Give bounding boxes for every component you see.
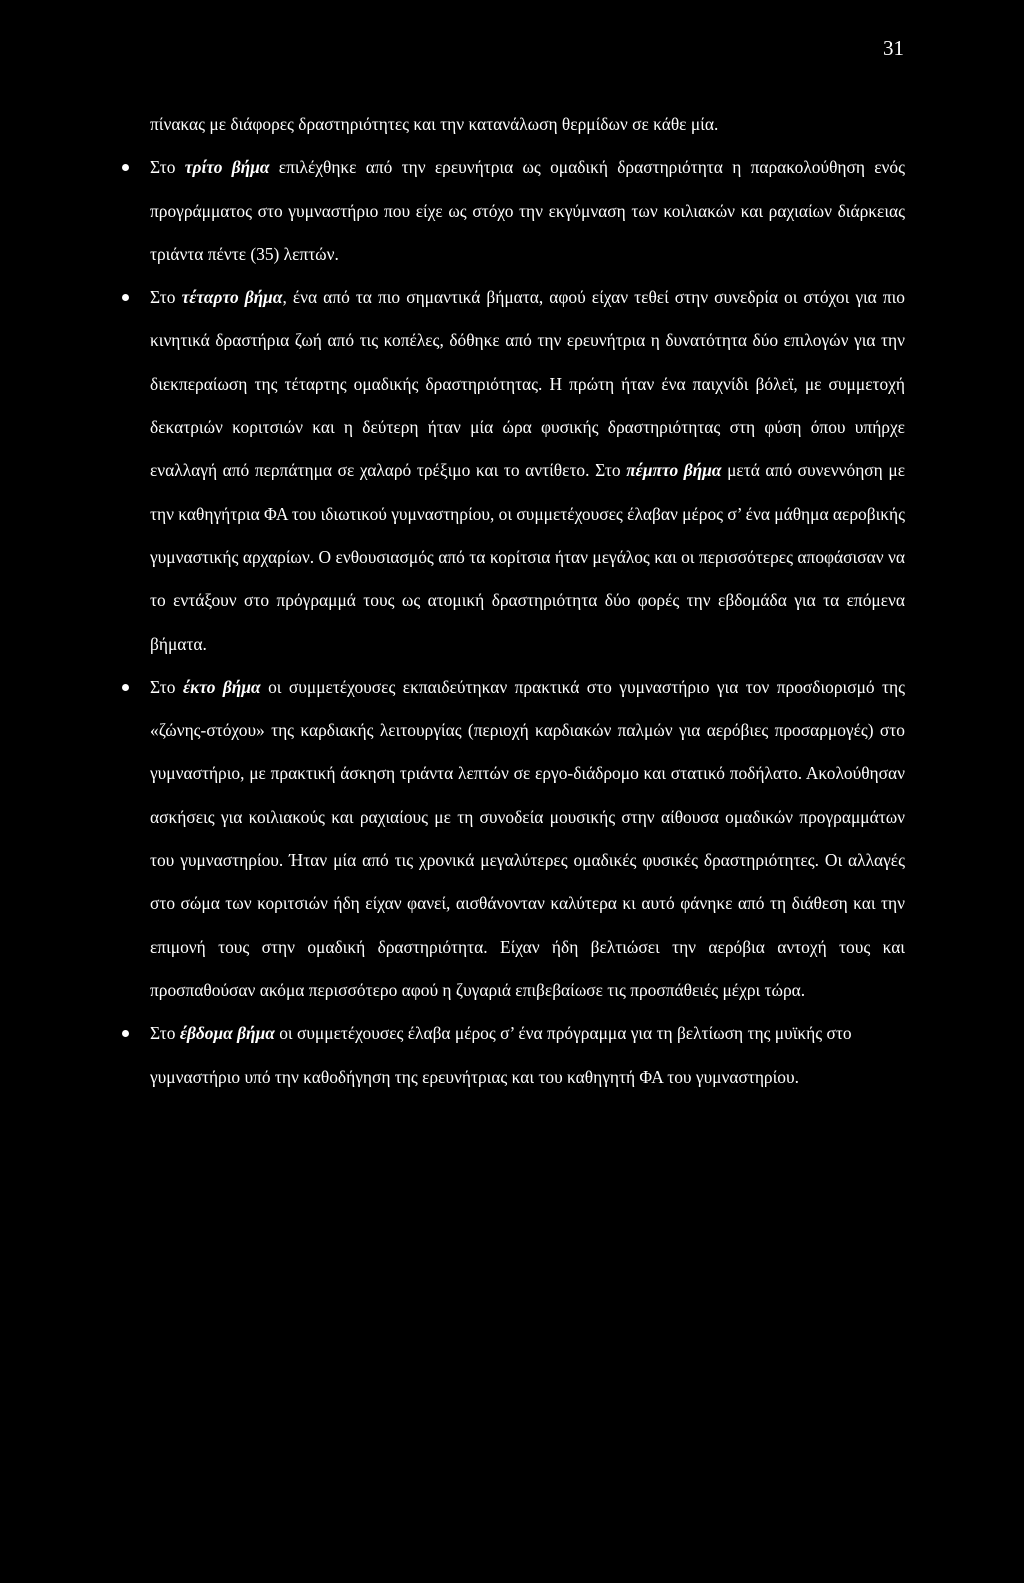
bullet-prefix: Στο [150, 157, 185, 178]
bullet-paragraph [150, 276, 905, 666]
bullet-icon [122, 164, 129, 171]
bullet-body: οι συμμετέχουσες έλαβα μέρος σ’ ένα πρόγραμμα για τη βελτίωση της μυϊκής στο γυμναστήριο υπό την καθοδήγηση της ερευνήτριας και του καθηγητή ΦΑ του γυμναστηρίου. [150, 1023, 852, 1087]
bullet-icon [122, 294, 129, 301]
intro-text: πίνακας με διάφορες δραστηριότητες και την κατανάλωση θερμίδων σε κάθε μία. [150, 114, 719, 134]
bullet-prefix: Στο [150, 1023, 180, 1044]
step-emphasis: τέταρτο βήμα [181, 287, 283, 308]
step-emphasis: έκτο βήμα [182, 676, 261, 697]
bullet-prefix: Στο [150, 676, 183, 697]
bullet-paragraph [150, 146, 905, 276]
intro-paragraph [150, 103, 905, 146]
bullet-icon [122, 1030, 129, 1037]
bullet-prefix: Στο [150, 287, 182, 308]
bullet-body: οι συμμετέχουσες εκπαιδεύτηκαν πρακτικά στο γυμναστήριο για τον προσδιορισμό της «ζώνης-στόχου» της καρδιακής λειτουργίας (περιοχή καρδιακών παλμών για αερόβιες προσαρμογές) στο γυμναστήριο, με πρακτική άσκηση τριάντα λεπτών σε εργο-διάδρομο και στατικό ποδήλατο. Ακολούθησαν ασκήσεις για κοιλιακούς και ραχιαίους με τη συνοδεία μουσικής στην αίθουσα ομαδικών προγραμμάτων του γυμναστηρίου. Ήταν μία από τις χρονικά μεγαλύτερες ομαδικές φυσικές δραστηριότητες. Οι αλλαγές στο σώμα των κοριτσιών ήδη είχαν φανεί, αισθάνονταν καλύτερα κι αυτό φάνηκε από τη διάθεση και την επιμονή τους στην ομαδική δραστηριότητα. Είχαν ήδη βελτιώσει την αερόβια αντοχή τους και προσπαθούσαν ακόμα περισσότερο αφού η ζυγαριά επιβεβαίωσε τις προσπάθειές μέχρι τώρα. [150, 676, 905, 1000]
bullet-body: επιλέχθηκε από την ερευνήτρια ως ομαδική δραστηριότητα η παρακολούθηση ενός προγράμματος στο γυμναστήριο που είχε ως στόχο την εκγύμναση των κοιλιακών και ραχιαίων διάρκειας τριάντα πέντε (35) λεπτών. [150, 157, 905, 264]
bullet-body-continued: μετά από συνεννόηση με την καθηγήτρια ΦΑ του ιδιωτικού γυμναστηρίου, οι συμμετέχουσες έλαβαν μέρος σ’ ένα μάθημα αεροβικής γυμναστικής αρχαρίων. Ο ενθουσιασμός από τα κορίτσια ήταν μεγάλος και οι περισσότερες αποφάσισαν να το εντάξουν στο πρόγραμμά τους ως ατομική δραστηριότητα δύο φορές την εβδομάδα για τα επόμενα βήματα. [150, 460, 905, 654]
bullet-item-step-6 [150, 666, 905, 1012]
page-number: 31 [883, 36, 904, 60]
bullet-body: , ένα από τα πιο σημαντικά βήματα, αφού είχαν τεθεί στην συνεδρία οι στόχοι για πιο κινητικά δραστήρια ζωή από τις κοπέλες, δόθηκε από την ερευνήτρια η δυνατότητα δύο επιλογών για την διεκπεραίωση της τέταρτης ομαδικής δραστηριότητας. Η πρώτη ήταν ένα παιχνίδι βόλεϊ, με συμμετοχή δεκατριών κοριτσιών και η δεύτερη ήταν μία ώρα φυσικής δραστηριότητας στη φύση όπου υπήρχε εναλλαγή από περπάτημα σε χαλαρό τρέξιμο και το αντίθετο. Στο [150, 287, 906, 481]
bullet-icon [122, 684, 129, 691]
bullet-item-step-3 [150, 146, 905, 276]
bullet-item-step-4 [150, 276, 905, 666]
step-emphasis: τρίτο βήμα [184, 157, 270, 178]
bullet-paragraph [150, 1012, 905, 1099]
step-emphasis: έβδομα βήμα [179, 1023, 275, 1044]
bullet-paragraph [150, 666, 905, 1012]
step-emphasis-secondary: πέμπτο βήμα [626, 460, 722, 481]
bullet-item-step-7 [150, 1012, 905, 1099]
document-body [150, 103, 905, 1099]
